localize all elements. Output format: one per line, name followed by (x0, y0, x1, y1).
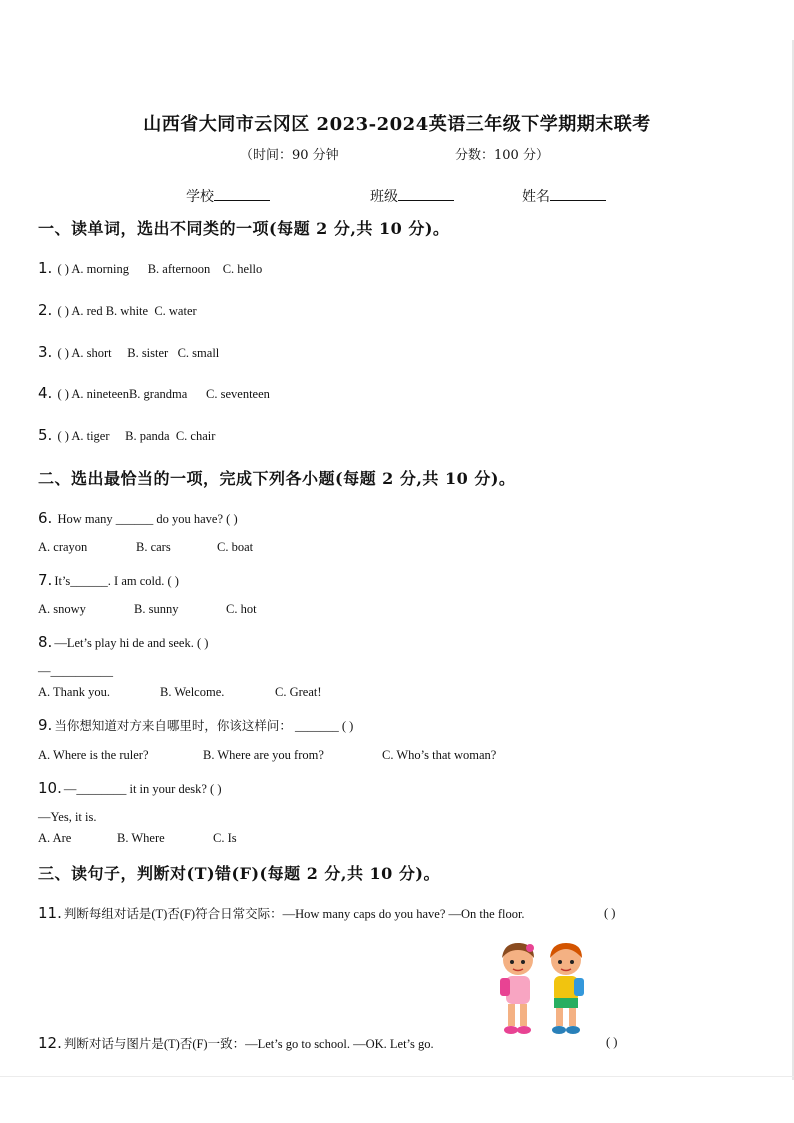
option-c[interactable]: C. Who’s that woman? (382, 748, 497, 762)
school-label: 学校 (186, 189, 214, 205)
answer-paren[interactable]: ( ) (57, 346, 69, 360)
question-text: 判断每组对话是(T)否(F)符合日常交际：—How many caps do you have? —On the floor. (63, 907, 525, 921)
question-number: 2. (38, 301, 53, 319)
question-7-options (38, 602, 257, 617)
answer-paren[interactable]: ( ) (604, 906, 616, 920)
answer-paren[interactable]: ( ) (57, 387, 69, 401)
option-a: A. morning (71, 262, 129, 276)
section-1-heading: 一、读单词，选出不同类的一项(每题 2 分,共 10 分)。 (38, 219, 450, 238)
section-2-heading: 二、选出最恰当的一项，完成下列各小题(每题 2 分,共 10 分)。 (38, 469, 516, 488)
option-a: A. nineteen (71, 387, 129, 401)
option-c[interactable]: C. hot (226, 602, 257, 616)
question-3 (38, 343, 219, 361)
question-text: It’s______. I am cold. ( ) (54, 574, 179, 588)
answer-paren[interactable]: ( ) (57, 304, 69, 318)
question-2 (38, 301, 197, 319)
question-text: —Let’s play hi de and seek. ( ) (54, 636, 209, 650)
option-a[interactable]: A. snowy (38, 602, 86, 616)
option-b: B. afternoon (147, 262, 211, 276)
name-field (522, 186, 606, 206)
question-number: 1. (38, 259, 53, 277)
question-text: How many ______ do you have? ( ) (57, 512, 238, 526)
exam-time: （时间：90 分钟 (240, 148, 339, 163)
option-b[interactable]: B. Where (117, 831, 165, 845)
page-bottom-divider (0, 1076, 794, 1077)
answer-paren[interactable]: ( ) (57, 429, 69, 443)
class-label: 班级 (370, 189, 398, 205)
question-6-options (38, 540, 253, 555)
option-a: A. short (71, 346, 112, 360)
option-b: B. sister (127, 346, 169, 360)
answer-paren[interactable]: ( ) (57, 262, 69, 276)
question-6 (38, 509, 238, 527)
option-b[interactable]: B. sunny (134, 602, 179, 616)
question-text: 判断对话与图片是(T)否(F)一致：—Let’s go to school. —OK. Let’s go. (63, 1037, 434, 1051)
option-c: C. seventeen (206, 387, 270, 401)
class-field (370, 186, 454, 206)
question-8-options (38, 685, 322, 700)
option-c[interactable]: C. Great! (275, 685, 322, 699)
exam-score: 分数：100 分） (455, 148, 549, 163)
question-number: 9. (38, 716, 53, 734)
option-a[interactable]: A. Where is the ruler? (38, 748, 149, 762)
name-label: 姓名 (522, 189, 550, 205)
option-b: B. grandma (128, 387, 188, 401)
question-number: 3. (38, 343, 53, 361)
option-c: C. chair (175, 429, 216, 443)
question-number: 10. (38, 779, 62, 797)
school-field (186, 186, 270, 206)
question-text: —________ it in your desk? ( ) (63, 782, 222, 796)
question-number: 11. (38, 904, 62, 922)
option-c: C. hello (222, 262, 263, 276)
question-number: 7. (38, 571, 53, 589)
question-10-reply: —Yes, it is. (38, 810, 97, 824)
option-c: C. water (154, 304, 197, 318)
option-b: B. white (105, 304, 149, 318)
question-11 (38, 904, 525, 922)
question-8-reply: —__________ (38, 664, 113, 678)
question-5 (38, 426, 215, 444)
section-3-heading: 三、读句子，判断对(T)错(F)(每题 2 分,共 10 分)。 (38, 864, 440, 883)
exam-title: 山西省大同市云冈区 2023-2024英语三年级下学期期末联考 (143, 114, 651, 135)
question-text: 当你想知道对方来自哪里时，你该这样问： _______ ( ) (54, 719, 354, 733)
question-number: 8. (38, 633, 53, 651)
question-8 (38, 633, 208, 651)
question-7 (38, 571, 179, 589)
school-blank[interactable] (214, 186, 270, 201)
name-blank[interactable] (550, 186, 606, 201)
option-b[interactable]: B. Where are you from? (203, 748, 324, 762)
answer-paren[interactable]: ( ) (606, 1035, 618, 1049)
question-number: 12. (38, 1034, 62, 1052)
question-number: 4. (38, 384, 53, 402)
question-9-options (38, 748, 496, 763)
children-walking-illustration (488, 938, 606, 1042)
question-10 (38, 779, 221, 797)
option-a[interactable]: A. crayon (38, 540, 88, 554)
option-a[interactable]: A. Are (38, 831, 72, 845)
question-9 (38, 716, 353, 734)
option-c[interactable]: C. Is (213, 831, 237, 845)
option-a[interactable]: A. Thank you. (38, 685, 110, 699)
question-1 (38, 259, 262, 277)
option-c[interactable]: C. boat (217, 540, 254, 554)
question-number: 5. (38, 426, 53, 444)
class-blank[interactable] (398, 186, 454, 201)
question-number: 6. (38, 509, 53, 527)
option-a: A. red (71, 304, 103, 318)
option-b[interactable]: B. Welcome. (160, 685, 225, 699)
option-b[interactable]: B. cars (136, 540, 171, 554)
question-10-options (38, 831, 237, 846)
question-4 (38, 384, 270, 402)
option-b: B. panda (125, 429, 170, 443)
question-12 (38, 1034, 434, 1052)
option-c: C. small (177, 346, 220, 360)
option-a: A. tiger (71, 429, 110, 443)
